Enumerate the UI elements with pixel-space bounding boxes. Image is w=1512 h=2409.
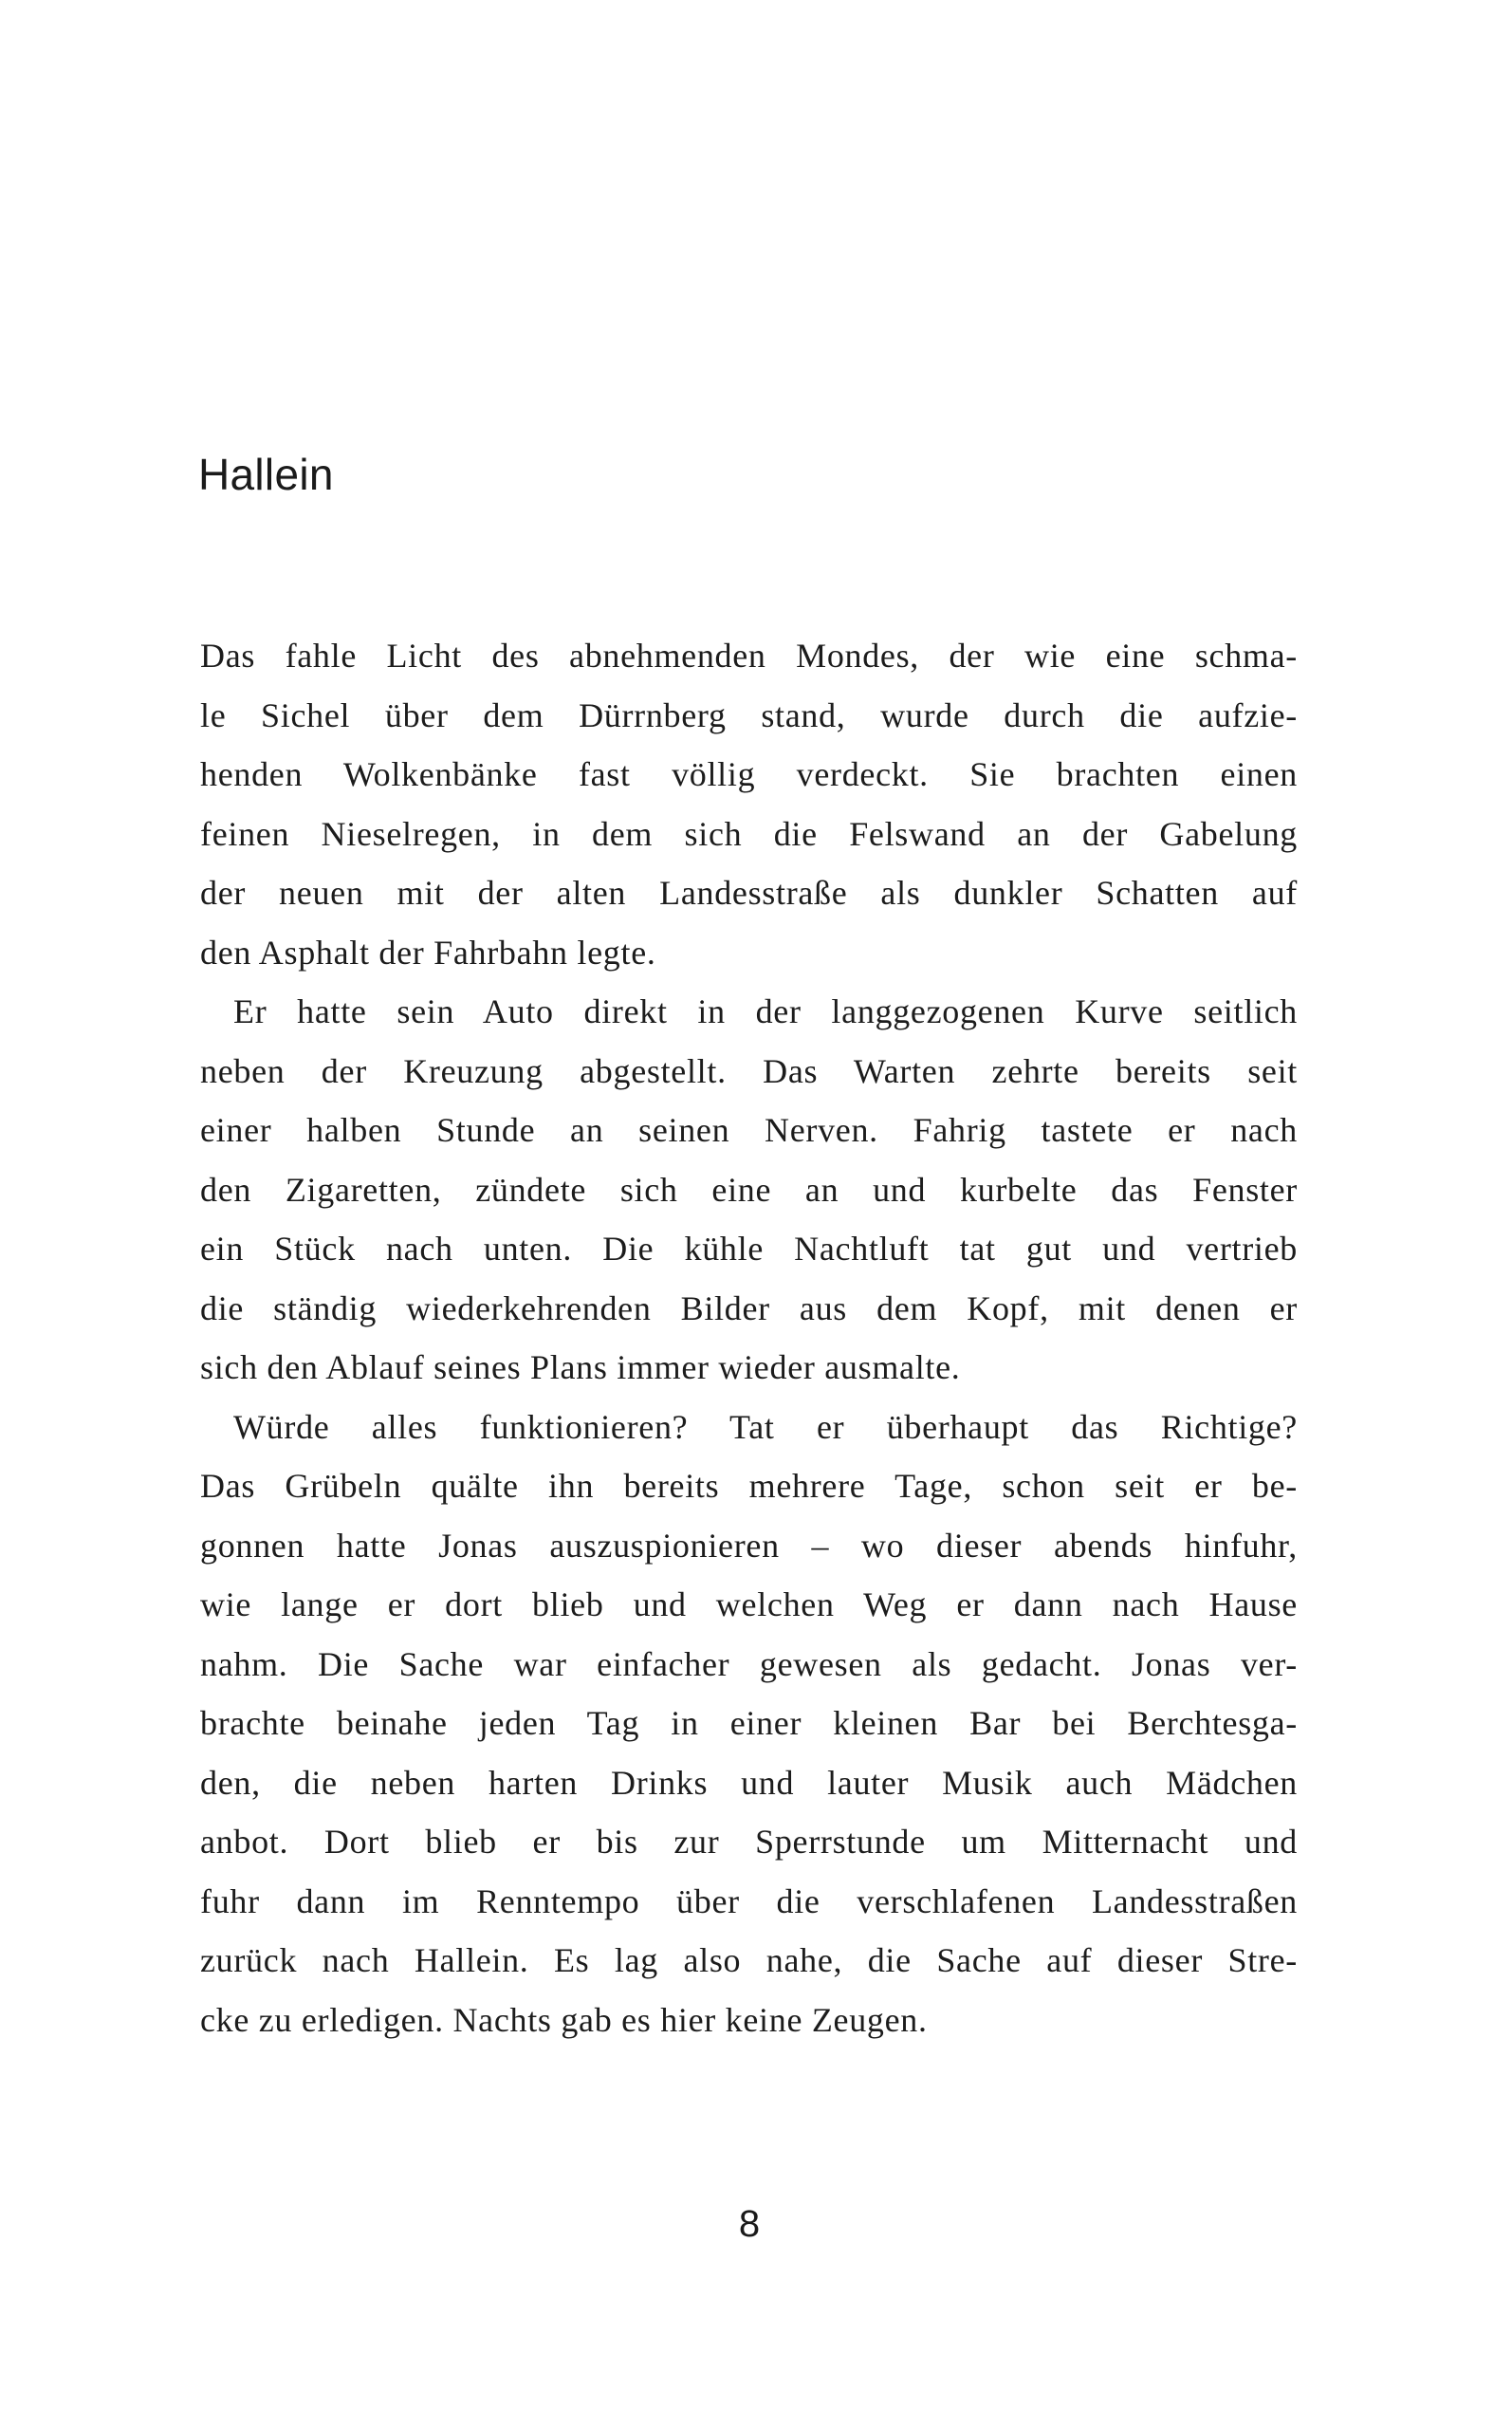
text-line: ein Stück nach unten. Die kühle Nachtluft tat gut und vertrieb [200, 1230, 1298, 1268]
text-line: die ständig wiederkehrenden Bilder aus dem Kopf, mit denen er [200, 1288, 1298, 1327]
text-line: einer halben Stunde an seinen Nerven. Fahrig tastete er nach [200, 1111, 1298, 1149]
text-line: nahm. Die Sache war einfacher gewesen als gedacht. Jonas ver- [200, 1644, 1298, 1683]
text-line: cke zu erledigen. Nachts gab es hier keine Zeugen. [200, 2000, 928, 2039]
text-line: den Zigaretten, zündete sich eine an und kurbelte das Fenster [200, 1170, 1298, 1209]
body-text [200, 626, 1298, 2049]
paragraph-2 [200, 982, 1298, 1398]
text-line: neben der Kreuzung abgestellt. Das Warten zehrte bereits seit [200, 1051, 1298, 1090]
text-line: fuhr dann im Renntempo über die verschlafenen Landesstraßen [200, 1881, 1298, 1920]
text-line: wie lange er dort blieb und welchen Weg er dann nach Hause [200, 1585, 1298, 1623]
text-line: gonnen hatte Jonas auszuspionieren – wo dieser abends hinfuhr, [200, 1526, 1298, 1565]
text-line: Würde alles funktionieren? Tat er überhaupt das Richtige? [233, 1407, 1298, 1446]
text-line: der neuen mit der alten Landesstraße als dunkler Schatten auf [200, 874, 1298, 912]
paragraph-3 [200, 1398, 1298, 2050]
text-line: feinen Nieselregen, in dem sich die Felswand an der Gabelung [200, 814, 1298, 853]
text-line: le Sichel über dem Dürrnberg stand, wurde durch die aufzie- [200, 695, 1298, 734]
text-line: zurück nach Hallein. Es lag also nahe, die Sache auf dieser Stre- [200, 1941, 1298, 1979]
text-line: anbot. Dort blieb er bis zur Sperrstunde um Mitternacht und [200, 1823, 1298, 1861]
paragraph-1 [200, 626, 1298, 982]
text-line: Das fahle Licht des abnehmenden Mondes, der wie eine schma- [200, 637, 1298, 675]
text-line: den, die neben harten Drinks und lauter Musik auch Mädchen [200, 1763, 1298, 1802]
text-line: sich den Ablauf seines Plans immer wieder ausmalte. [200, 1348, 961, 1386]
page-number: 8 [738, 2203, 761, 2245]
text-line: henden Wolkenbänke fast völlig verdeckt. Sie brachten einen [200, 755, 1298, 793]
chapter-title: Hallein [198, 450, 334, 499]
text-line: Er hatte sein Auto direkt in der langgezogenen Kurve seitlich [233, 992, 1298, 1030]
text-line: Das Grübeln quälte ihn bereits mehrere Tage, schon seit er be- [200, 1467, 1298, 1505]
text-line: den Asphalt der Fahrbahn legte. [200, 933, 656, 972]
text-line: brachte beinahe jeden Tag in einer kleinen Bar bei Berchtesga- [200, 1704, 1298, 1742]
